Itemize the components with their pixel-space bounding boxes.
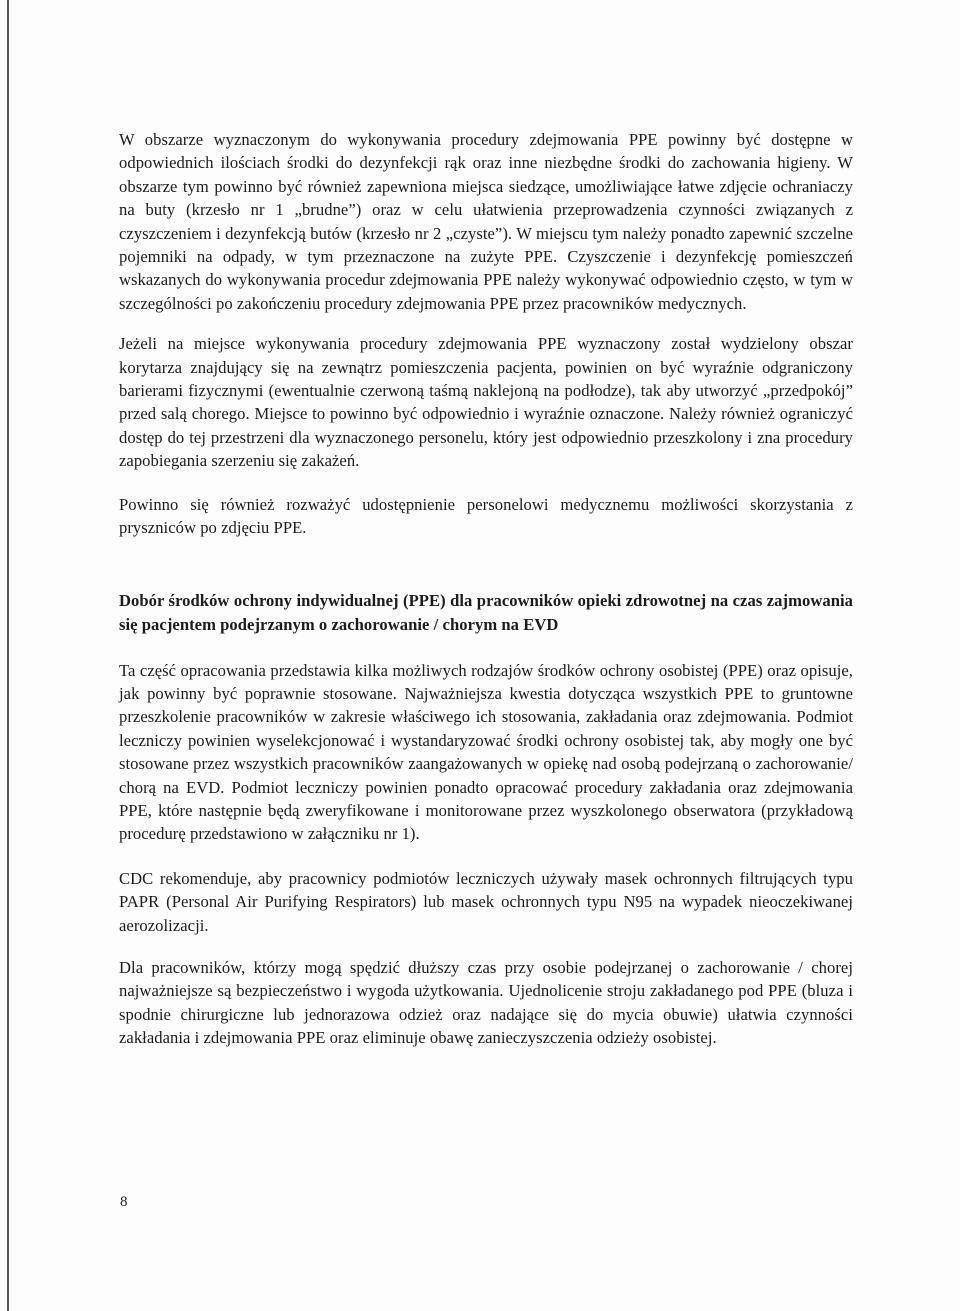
section-heading-ppe-selection: Dobór środków ochrony indywidualnej (PPE) dla pracowników opieki zdrowotnej na czas zajmowania się pacjentem podejrzanym o zachorowanie / chorym na EVD	[119, 590, 853, 634]
paragraph-corridor-area: Jeżeli na miejsce wykonywania procedury zdejmowania PPE wyznaczony został wydzielony obszar korytarza znajdujący się na zewnątrz pomieszczenia pacjenta, powinien on być wyraźnie odgraniczony barierami fizycznymi (ewentualnie czerwoną taśmą naklejoną na podłodze), tak aby utworzyć „przedpokój” przed salą chorego. Miejsce to powinno być odpowiednio i wyraźnie oznaczone. Należy również ograniczyć dostęp do tej przestrzeni dla wyznaczonego personelu, który jest odpowiednio przeszkolony i zna procedury zapobiegania szerzeniu się zakażeń.	[119, 334, 853, 471]
paragraph-showers: Powinno się również rozważyć udostępnienie personelowi medycznemu możliwości skorzystania z pryszniców po zdjęciu PPE.	[119, 494, 853, 538]
paragraph-cdc-recommendation: CDC rekomenduje, aby pracownicy podmiotów leczniczych używały masek ochronnych filtrujących typu PAPR (Personal Air Purifying Respirators) lub masek ochronnych typu N95 na wypadek nieoczekiwanej aerozolizacji.	[119, 868, 853, 935]
paragraph-ppe-removal-area: W obszarze wyznaczonym do wykonywania procedury zdejmowania PPE powinny być dostępne w odpowiednich ilościach środki do dezynfekcji rąk oraz inne niezbędne środki do zachowania higieny. W obszarze tym powinno być również zapewniona miejsca siedzące, umożliwiające łatwe zdjęcie ochraniaczy na buty (krzesło nr 1 „brudne”) oraz w celu ułatwienia przeprowadzenia czynności związanych z czyszczeniem i dezynfekcją butów (krzesło nr 2 „czyste”). W miejscu tym należy ponadto zapewnić szczelne pojemniki na odpady, w tym przeznaczone na zużyte PPE. Czyszczenie i dezynfekcję pomieszczeń wskazanych do wykonywania procedur zdejmowania PPE należy wykonywać odpowiednio często, w tym w szczególności po zakończeniu procedury zdejmowania PPE przez pracowników medycznych.	[119, 130, 853, 313]
document-body	[119, 128, 853, 1050]
scan-edge-line	[7, 0, 9, 1311]
paragraph-ppe-training: Ta część opracowania przedstawia kilka możliwych rodzajów środków ochrony osobistej (PPE) oraz opisuje, jak powinny być poprawnie stosowane. Najważniejsza kwestia dotycząca wszystkich PPE to gruntowne przeszkolenie pracowników w zakresie właściwego ich stosowania, zakładania oraz zdejmowania. Podmiot leczniczy powinien wyselekcjonować i wystandaryzować środki ochrony osobistej tak, aby mogły one być stosowane przez wszystkich pracowników zaangażowanych w opiekę nad osobą podejrzaną o zachorowanie/ chorą na EVD. Podmiot leczniczy powinien ponadto opracować procedury zakładania oraz zdejmowania PPE, które następnie będą zweryfikowane i monitorowane przez wyszkolonego obserwatora (przykładową procedurę przedstawiono w załączniku nr 1).	[119, 660, 853, 844]
page-number: 8	[120, 1194, 128, 1210]
paragraph-staff-comfort: Dla pracowników, którzy mogą spędzić dłuższy czas przy osobie podejrzanej o zachorowanie / chorej najważniejsze są bezpieczeństwo i wygoda użytkowania. Ujednolicenie stroju zakładanego pod PPE (bluza i spodnie chirurgiczne lub jednorazowa odzież oraz nadające się do mycia obuwie) ułatwia czynności zakładania i zdejmowania PPE oraz eliminuje obawę zanieczyszczenia odzieży osobistej.	[119, 957, 853, 1048]
